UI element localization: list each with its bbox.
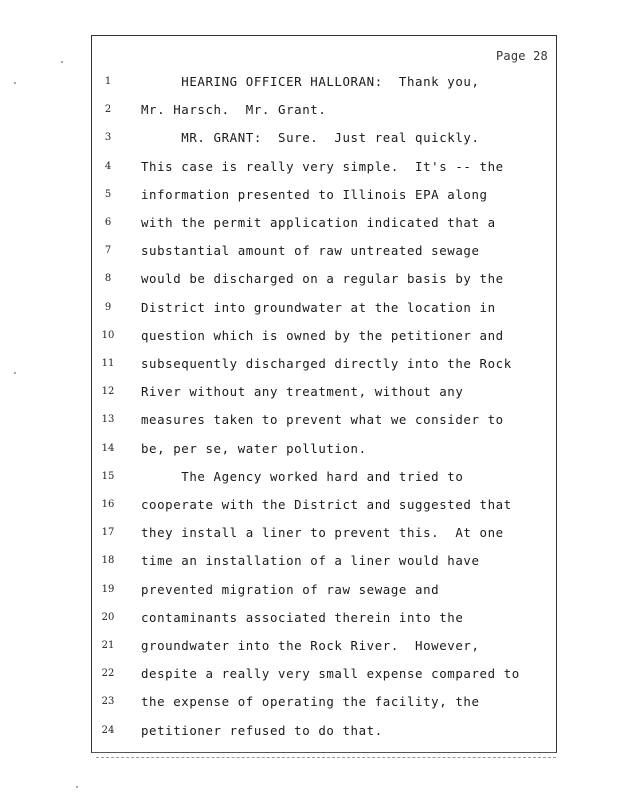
line-number: 22	[101, 668, 115, 680]
line-text: measures taken to prevent what we consider to	[141, 412, 504, 428]
line-number: 9	[104, 301, 112, 313]
line-text: subsequently discharged directly into the Rock	[141, 356, 512, 371]
line-text: information presented to Illinois EPA along	[141, 186, 488, 202]
line-number: 11	[101, 358, 115, 369]
scan-speck	[14, 372, 16, 374]
line-number: 16	[101, 499, 115, 510]
line-text: River without any treatment, without any	[141, 384, 464, 400]
line-number: 23	[101, 696, 115, 708]
scan-speck	[76, 786, 78, 788]
page-number: Page 28	[496, 49, 548, 63]
line-text: substantial amount of raw untreated sewage	[141, 243, 480, 259]
line-number: 4	[104, 160, 112, 172]
line-text: the expense of operating the facility, the	[141, 694, 480, 710]
scan-speck	[61, 61, 63, 63]
line-text: with the permit application indicated that a	[141, 215, 496, 230]
line-number: 15	[101, 470, 115, 482]
line-number: 5	[104, 188, 112, 200]
line-text: Mr. Harsch. Mr. Grant.	[141, 102, 327, 118]
line-text: HEARING OFFICER HALLORAN: Thank you,	[141, 74, 480, 89]
line-text: prevented migration of raw sewage and	[141, 581, 440, 597]
bottom-rule	[96, 757, 556, 758]
line-number: 10	[101, 329, 115, 341]
line-text: would be discharged on a regular basis by the	[141, 271, 504, 287]
line-text: question which is owned by the petitioner and	[141, 327, 504, 343]
scan-speck	[14, 82, 16, 84]
line-text: MR. GRANT: Sure. Just real quickly.	[141, 130, 480, 146]
line-number: 19	[101, 583, 115, 595]
line-text: be, per se, water pollution.	[141, 440, 367, 456]
line-text: despite a really very small expense compared to	[141, 666, 520, 682]
line-text: This case is really very simple. It's -- the	[141, 158, 504, 174]
line-number: 6	[104, 217, 112, 228]
line-number: 17	[101, 527, 115, 539]
line-text: contaminants associated therein into the	[141, 609, 464, 625]
line-number: 18	[101, 555, 115, 567]
line-text: cooperate with the District and suggested that	[141, 497, 512, 512]
line-number: 7	[104, 245, 112, 257]
line-text: groundwater into the Rock River. However,	[141, 638, 480, 653]
line-text: petitioner refused to do that.	[141, 722, 383, 738]
line-number: 13	[101, 414, 115, 426]
line-text: The Agency worked hard and tried to	[141, 468, 464, 484]
line-number: 2	[104, 104, 112, 116]
line-number: 1	[104, 76, 112, 87]
line-text: District into groundwater at the location in	[141, 299, 496, 315]
line-text: time an installation of a liner would have	[141, 553, 480, 569]
line-number: 12	[101, 386, 115, 398]
line-number: 24	[101, 724, 115, 736]
line-number: 3	[104, 132, 112, 144]
line-text: they install a liner to prevent this. At one	[141, 525, 504, 541]
line-number: 14	[101, 442, 115, 454]
line-number: 21	[101, 640, 115, 651]
line-number: 8	[104, 273, 112, 285]
line-number: 20	[101, 611, 115, 623]
